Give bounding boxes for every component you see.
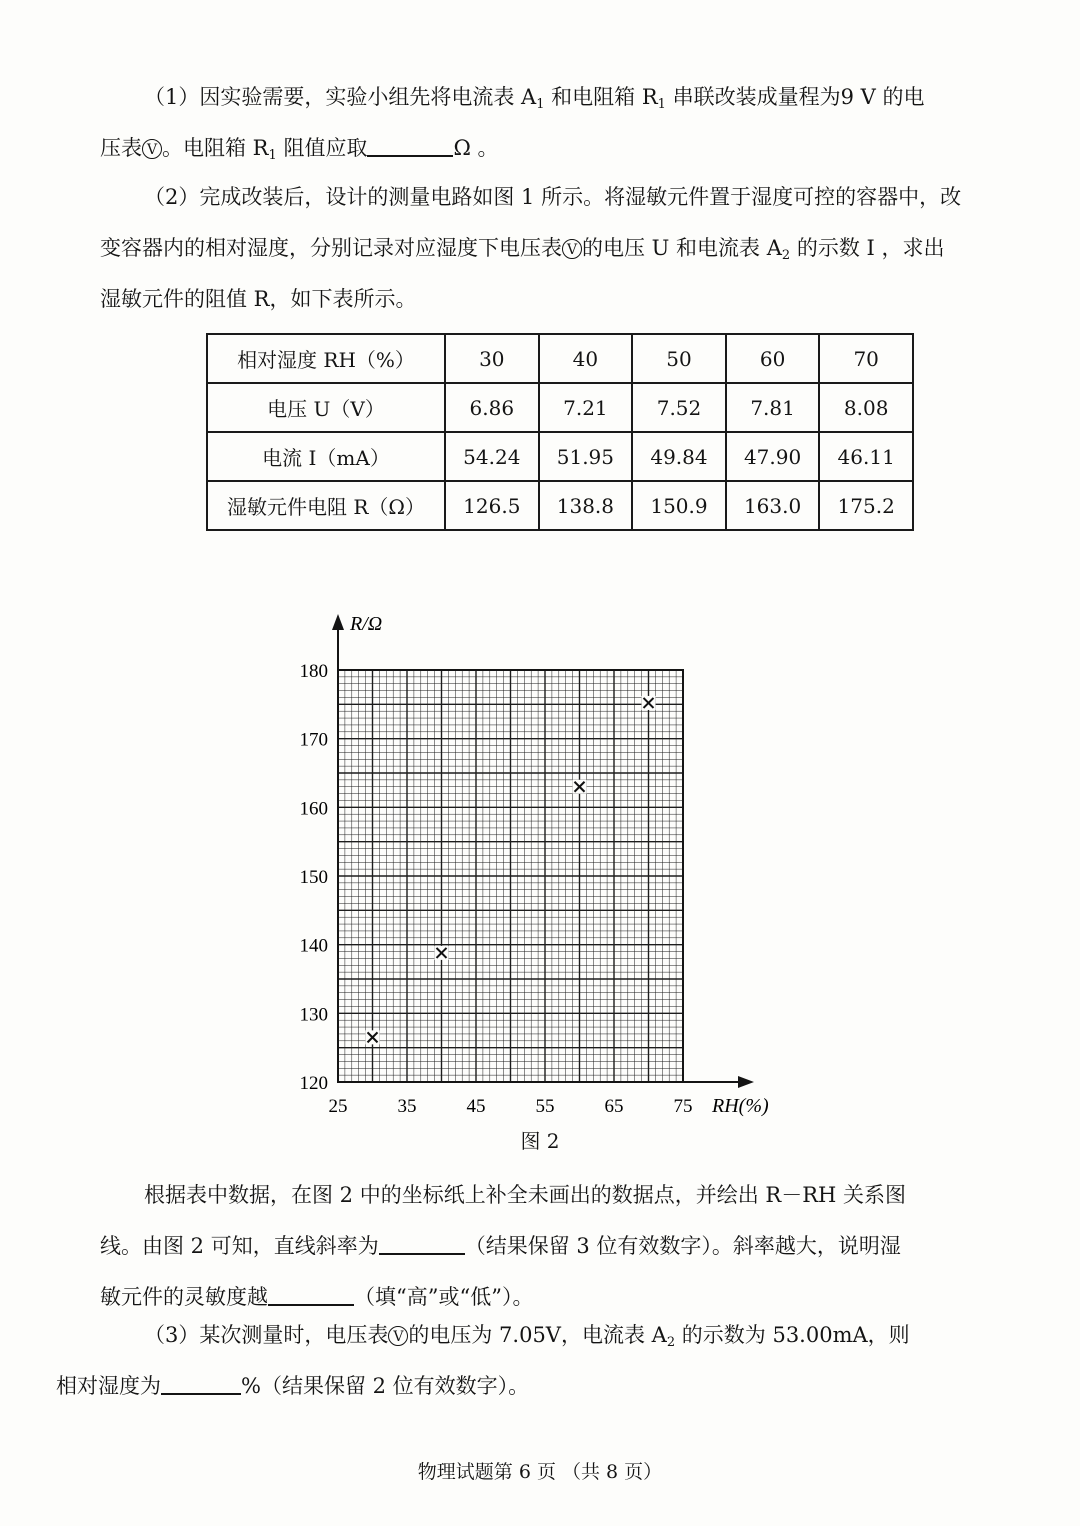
q3-text-1b: 的电压为 7.05V，电流表 A xyxy=(408,1323,667,1347)
y-axis-label: R/Ω xyxy=(350,613,383,635)
table-cell: 50 xyxy=(632,334,726,383)
table-cell: 138.8 xyxy=(539,481,633,530)
x-tick-label: 45 xyxy=(466,1096,486,1117)
table-cell: 163.0 xyxy=(726,481,820,530)
data-point xyxy=(366,1030,380,1044)
q1-text-2c: 阻值应取 xyxy=(276,136,368,160)
q2c-text-2b: （结果保留 3 位有效数字）。斜率越大，说明湿 xyxy=(464,1234,901,1258)
y-tick-label: 180 xyxy=(299,661,328,682)
table-cell: 54.24 xyxy=(445,432,539,481)
y-tick-label: 150 xyxy=(299,867,328,888)
q2c-text-3b: （填“高”或“低”）。 xyxy=(354,1285,534,1309)
answer-blank-humidity[interactable] xyxy=(161,1371,241,1395)
answer-blank-sensitivity[interactable] xyxy=(268,1282,354,1306)
x-tick-label: 65 xyxy=(604,1096,624,1117)
q2-text-3: 湿敏元件的阻值 R，如下表所示。 xyxy=(100,287,417,311)
y-tick-label: 160 xyxy=(299,798,328,820)
table-cell: 6.86 xyxy=(445,383,539,432)
voltmeter-symbol: V xyxy=(142,139,162,159)
x-axis-label: RH(%) xyxy=(712,1095,769,1117)
table-cell: 46.11 xyxy=(819,432,913,481)
page-footer: 物理试题第 6 页 （共 8 页） xyxy=(417,1461,663,1483)
q1-text-1c: 串联改装成量程为9 V 的电 xyxy=(665,85,925,109)
table-row xyxy=(207,383,913,432)
question-2 xyxy=(100,172,980,325)
q2-text-2b: 的电压 U 和电流表 A xyxy=(582,236,782,260)
table-row xyxy=(207,432,913,481)
question-1 xyxy=(100,72,980,174)
q1-sub-1b: 1 xyxy=(657,97,666,112)
q1-text-1b: 和电阻箱 R xyxy=(544,85,658,109)
q2c-text-1: 根据表中数据，在图 2 中的坐标纸上补全未画出的数据点，并绘出 R－RH 关系图 xyxy=(144,1183,906,1207)
q3-text-1: （3）某次测量时，电压表 xyxy=(144,1323,389,1347)
table-cell: 30 xyxy=(445,334,539,383)
table-cell: 175.2 xyxy=(819,481,913,530)
question-3 xyxy=(56,1310,980,1412)
table-cell: 40 xyxy=(539,334,633,383)
table-row-header: 电压 U（V） xyxy=(207,383,445,432)
table-cell: 150.9 xyxy=(632,481,726,530)
table-cell: 49.84 xyxy=(632,432,726,481)
figure-caption: 图 2 xyxy=(520,1129,560,1153)
table-cell: 70 xyxy=(819,334,913,383)
q2c-text-2: 线。由图 2 可知，直线斜率为 xyxy=(100,1234,379,1258)
x-axis-arrow-icon xyxy=(738,1076,754,1088)
q1-sub-2: 1 xyxy=(268,148,277,163)
x-tick-label: 25 xyxy=(328,1096,348,1117)
y-tick-label: 130 xyxy=(299,1004,328,1026)
table-cell: 7.81 xyxy=(726,383,820,432)
q2-text-2c: 的示数 I ，求出 xyxy=(790,236,945,260)
table-row xyxy=(207,481,913,530)
table-row xyxy=(207,334,913,383)
y-tick-labels xyxy=(300,661,329,1094)
x-tick-label: 75 xyxy=(673,1096,693,1117)
y-tick-label: 170 xyxy=(299,729,328,751)
table-row-header: 相对湿度 RH（%） xyxy=(207,334,445,383)
table-cell: 47.90 xyxy=(726,432,820,481)
q2-sub: 2 xyxy=(781,248,791,263)
table-cell: 51.95 xyxy=(539,432,633,481)
table-cell: 7.21 xyxy=(539,383,633,432)
q3-text-1c: 的示数为 53.00mA，则 xyxy=(675,1323,910,1347)
table-cell: 126.5 xyxy=(445,481,539,530)
q2-text-2: 变容器内的相对湿度，分别记录对应湿度下电压表 xyxy=(100,236,562,260)
x-tick-label: 55 xyxy=(535,1096,555,1117)
data-point xyxy=(642,696,656,710)
table-cell: 7.52 xyxy=(632,383,726,432)
q1-text-2: 压表 xyxy=(100,136,142,160)
q3-text-2b: %（结果保留 2 位有效数字）。 xyxy=(241,1374,530,1398)
q3-text-2: 相对湿度为 xyxy=(56,1374,161,1398)
y-tick-label: 140 xyxy=(299,935,328,957)
table-row-header: 电流 I（mA） xyxy=(207,432,445,481)
table-cell: 8.08 xyxy=(819,383,913,432)
voltmeter-symbol: V xyxy=(388,1326,408,1346)
q2-text-1: （2）完成改装后，设计的测量电路如图 1 所示。将湿敏元件置于湿度可控的容器中，改 xyxy=(144,185,962,209)
q1-text-2d: Ω 。 xyxy=(453,136,499,160)
data-point xyxy=(435,946,449,960)
voltmeter-symbol: V xyxy=(562,239,582,259)
q1-text-1: （1）因实验需要，实验小组先将电流表 A xyxy=(144,85,537,109)
data-table xyxy=(206,333,914,531)
x-tick-label: 35 xyxy=(397,1096,417,1117)
q1-sub-1: 1 xyxy=(536,97,545,112)
answer-blank-r1[interactable] xyxy=(367,133,453,157)
x-tick-labels xyxy=(329,1096,693,1117)
table-cell: 60 xyxy=(726,334,820,383)
y-tick-label: 120 xyxy=(299,1073,328,1094)
q3-sub: 2 xyxy=(666,1335,676,1350)
question-2-continued xyxy=(100,1170,980,1323)
q2c-text-3: 敏元件的灵敏度越 xyxy=(100,1285,268,1309)
answer-blank-slope[interactable] xyxy=(379,1231,465,1255)
y-axis-arrow-icon xyxy=(332,614,344,630)
r-rh-chart xyxy=(280,600,800,1125)
data-point xyxy=(573,780,587,794)
q1-text-2b: 。电阻箱 R xyxy=(162,136,269,160)
table-row-header: 湿敏元件电阻 R（Ω） xyxy=(207,481,445,530)
